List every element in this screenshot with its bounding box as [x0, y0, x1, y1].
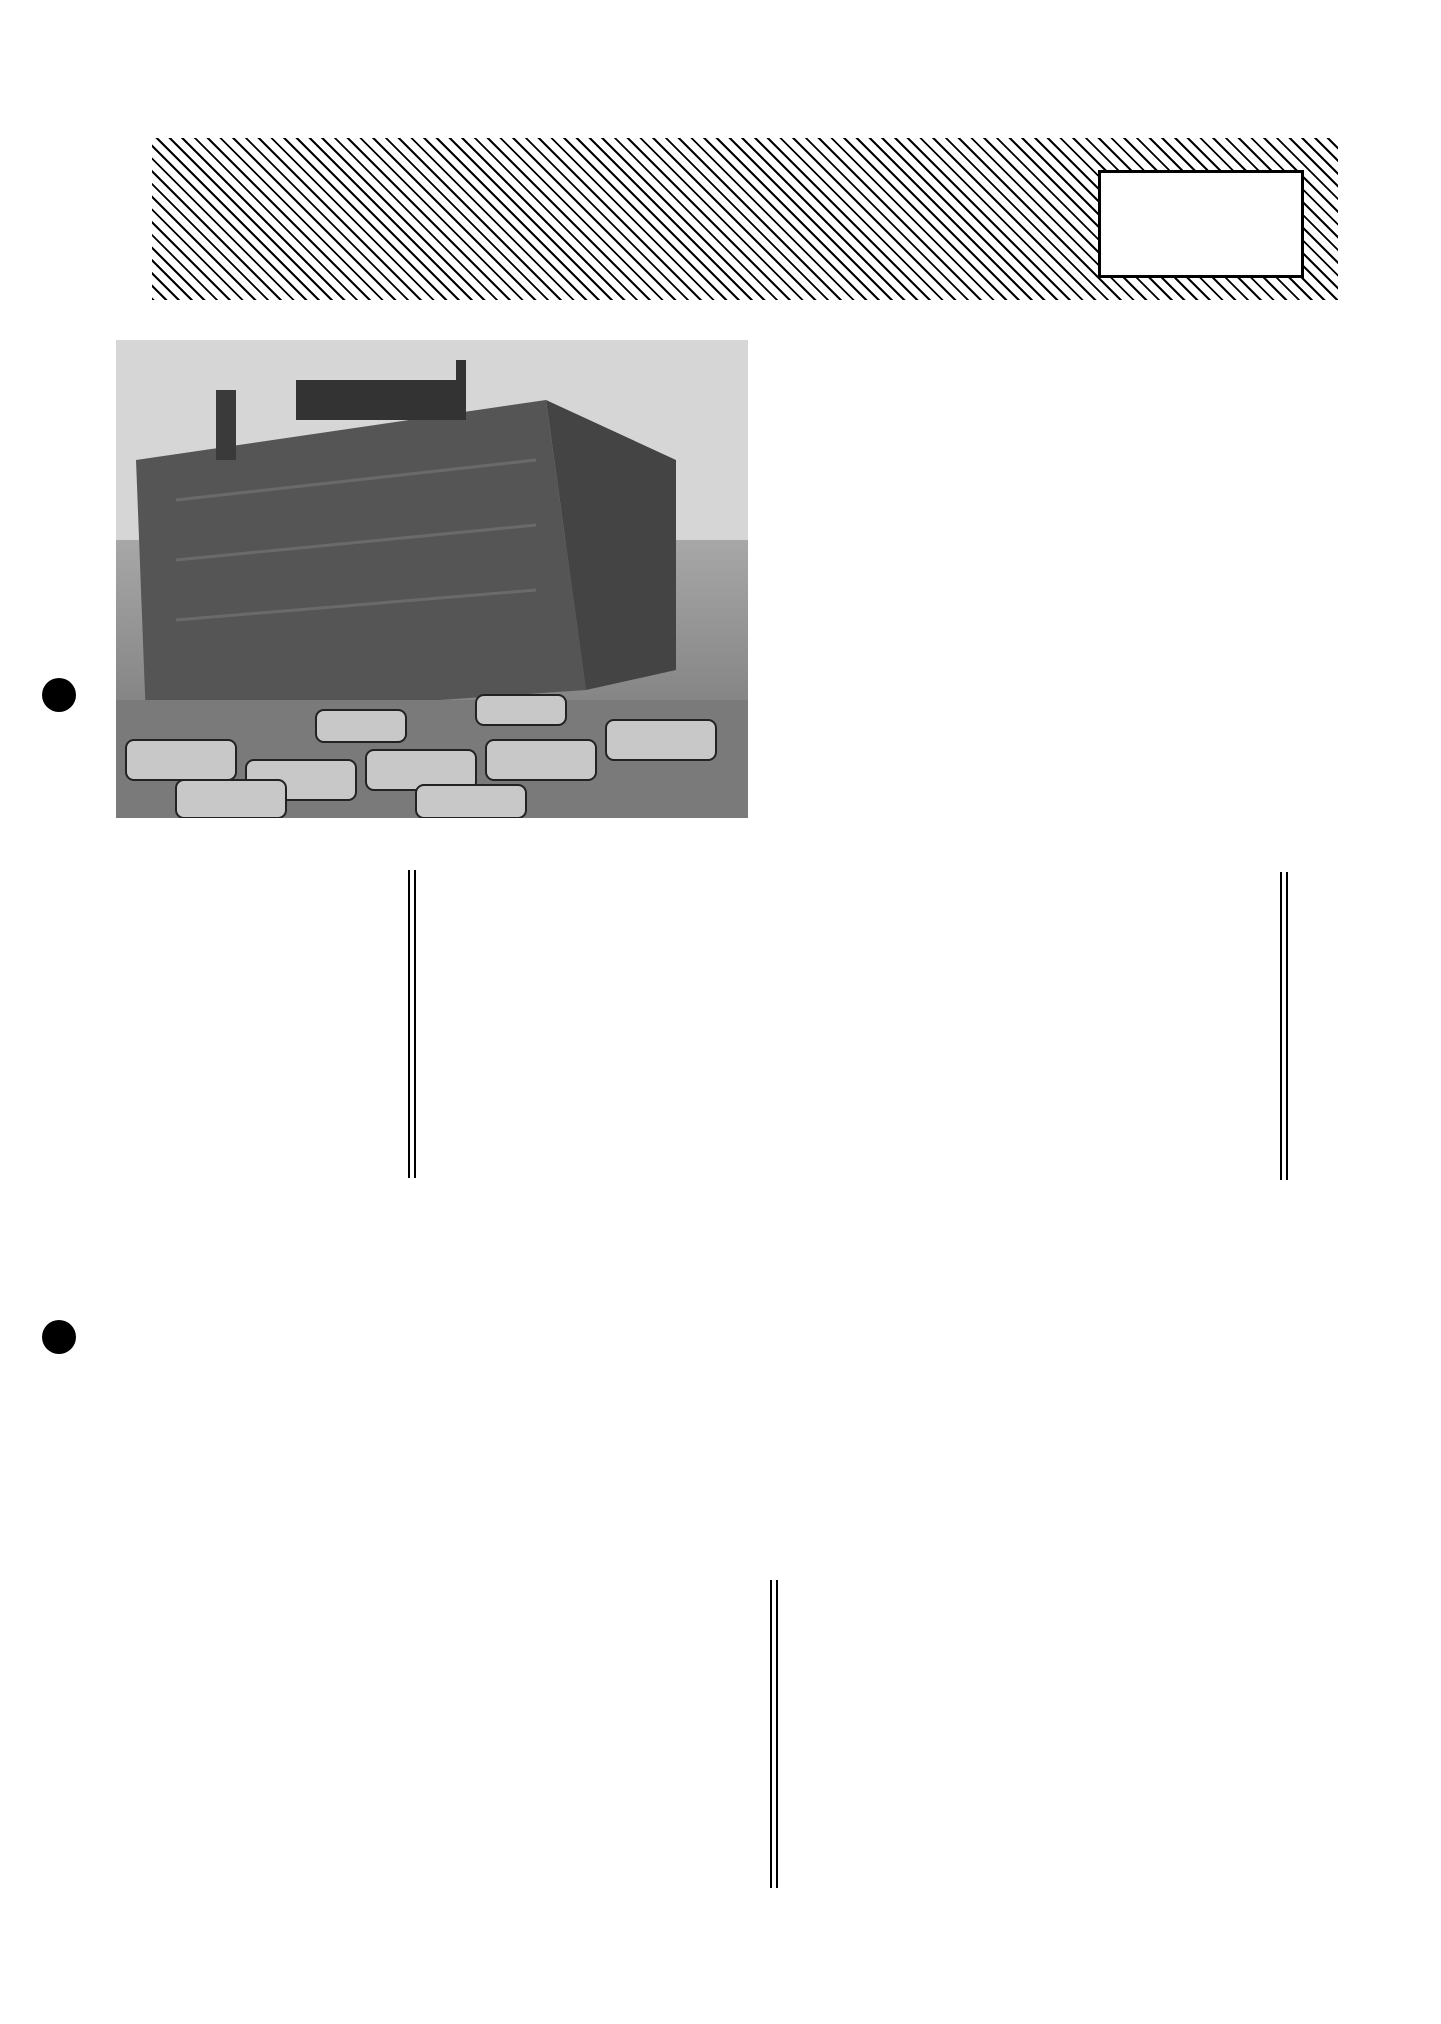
ship-photo [116, 340, 748, 818]
trade-pie-charts [610, 1200, 1330, 1540]
ship-photo-illustration [116, 340, 748, 818]
section-body-ships [838, 870, 1270, 1196]
section-heading-partners [770, 1580, 778, 1888]
port-name-box [1098, 170, 1304, 278]
section-body-export [116, 1210, 496, 1526]
ships-continued [450, 870, 504, 1196]
section-heading-total [408, 870, 416, 1178]
section-body-import [848, 1590, 1288, 1890]
section-body-partners [490, 1575, 740, 1885]
section-body-total [196, 870, 366, 1196]
binder-hole [42, 678, 76, 712]
binder-hole [42, 1320, 76, 1354]
ship-arrivals-bar-chart [116, 1560, 466, 1910]
section-heading-ships [1280, 872, 1288, 1180]
